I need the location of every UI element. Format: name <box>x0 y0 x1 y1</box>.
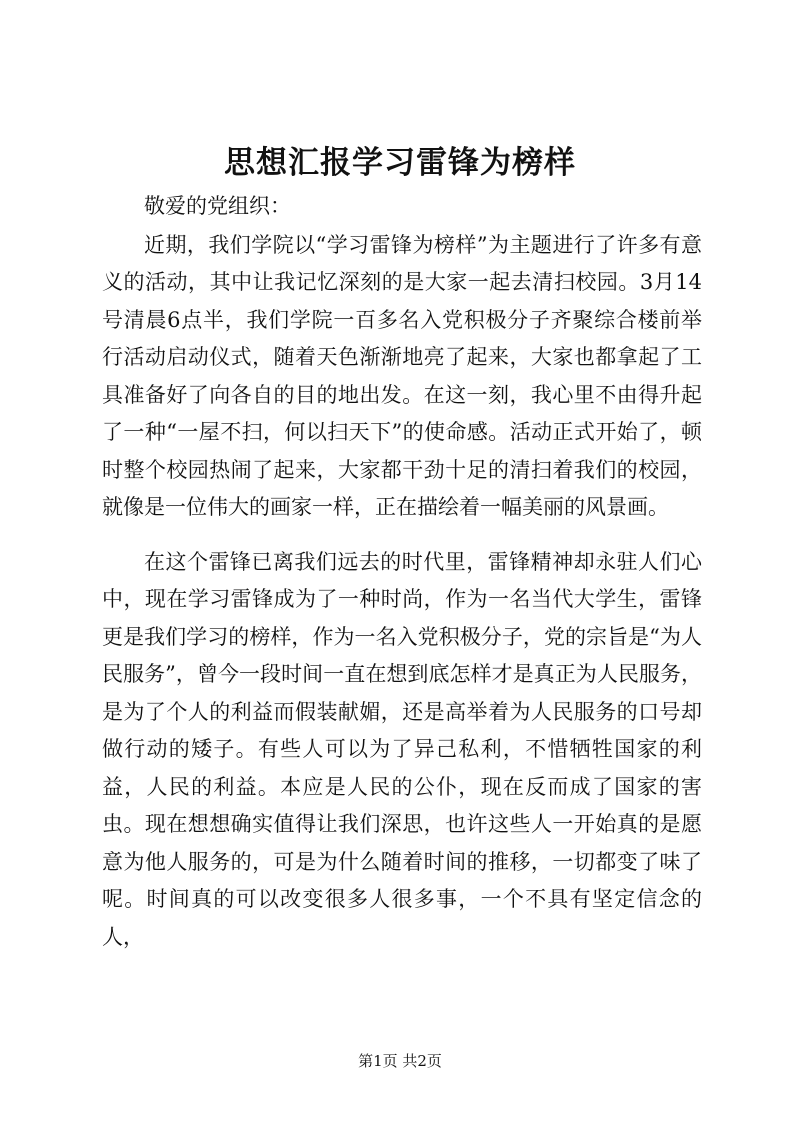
salutation: 敬爱的党组织： <box>144 194 291 218</box>
document-body <box>102 188 702 956</box>
page-title: 思想汇报学习雷锋为榜样 <box>224 145 576 181</box>
paragraph-2: 在这个雷锋已离我们远去的时代里，雷锋精神却永驻人们心中，现在学习雷锋成为了一种时尚，作为一名当代大学生，雷锋更是我们学习的榜样，作为一名入党积极分子，党的宗旨是“为人民服务”，曾今一段时间一直在想到底怎样才是真正为人民服务，是为了个人的利益而假装献媚，还是高举着为人民服务的口号却做行动的矮子。有些人可以为了异己私利，不惜牺牲国家的利益，人民的利益。本应是人民的公仆，现在反而成了国家的害虫。现在想想确实值得让我们深思，也许这些人一开始真的是愿意为他人服务的，可是为什么随着时间的推移，一切都变了味了呢。时间真的可以改变很多人很多事，一个不具有坚定信念的人， <box>102 549 702 949</box>
page-footer: 第1页 共2页 <box>358 1052 442 1070</box>
paragraph-1: 近期，我们学院以“学习雷锋为榜样”为主题进行了许多有意义的活动，其中让我记忆深刻的是大家一起去清扫校园。3月14号清晨6点半，我们学院一百多名入党积极分子齐聚综合楼前举行活动启动仪式，随着天色渐渐地亮了起来，大家也都拿起了工具准备好了向各自的目的地出发。在这一刻，我心里不由得升起了一种“一屋不扫，何以扫天下”的使命感。活动正式开始了，顿时整个校园热闹了起来，大家都干劲十足的清扫着我们的校园，就像是一位伟大的画家一样，正在描绘着一幅美丽的风景画。 <box>102 232 702 519</box>
